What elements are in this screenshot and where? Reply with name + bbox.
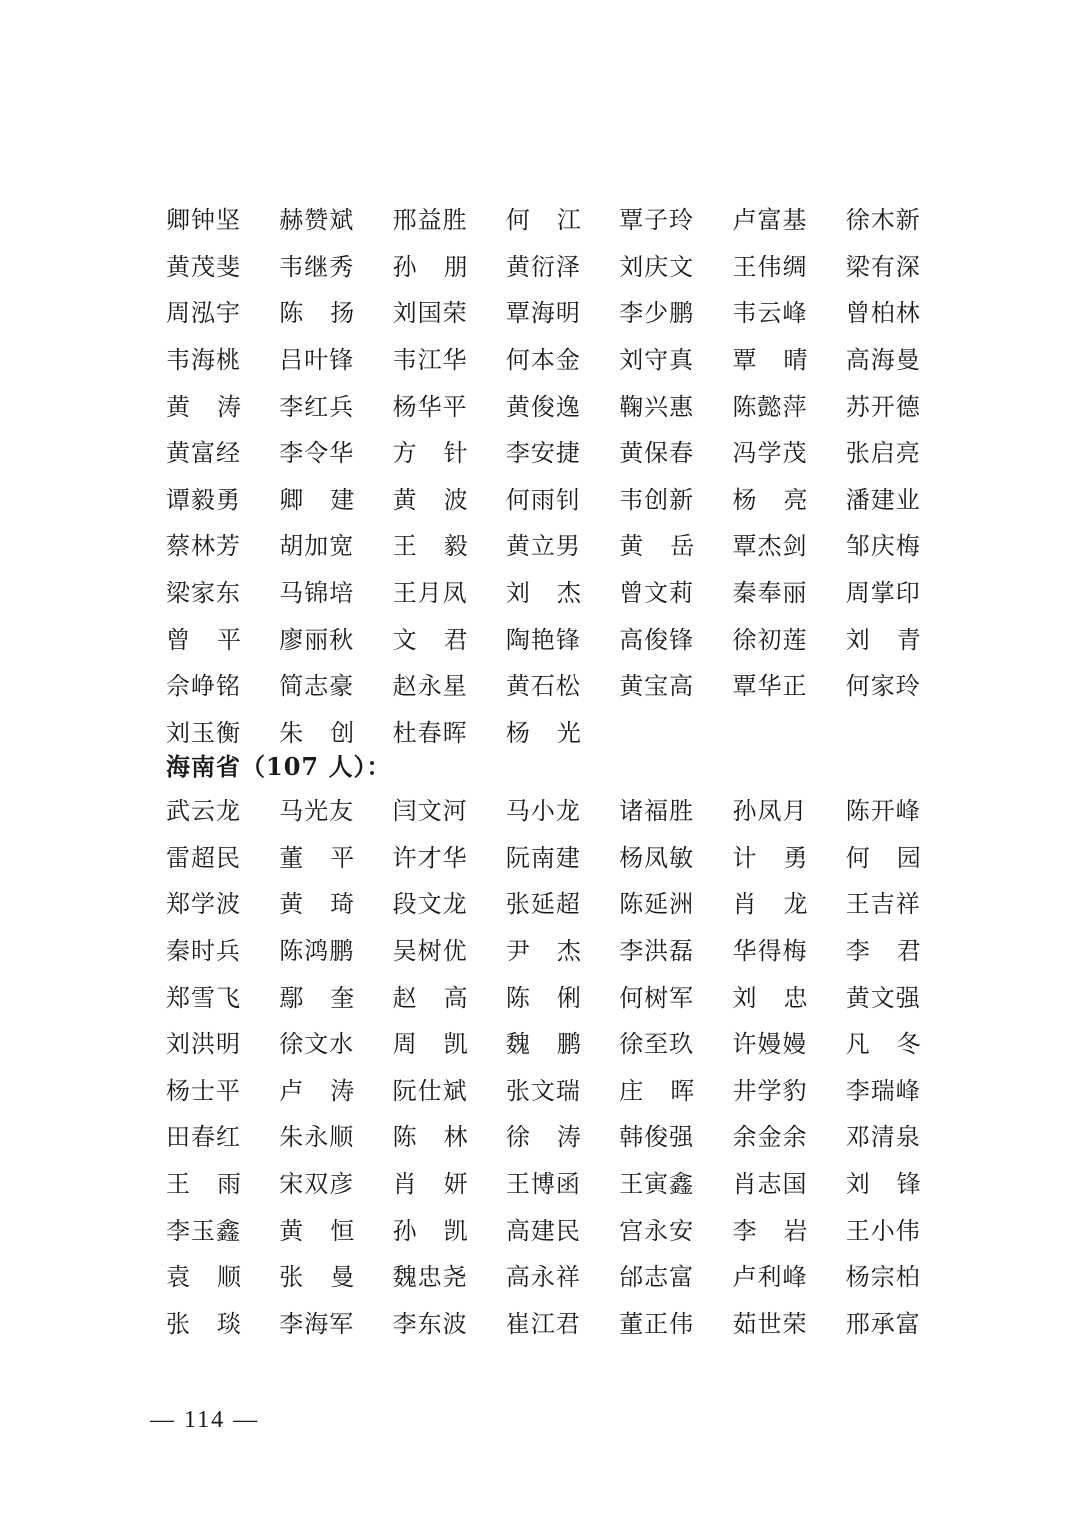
name-row <box>166 197 959 244</box>
person-name: 周泓宇 <box>166 299 241 328</box>
person-name: 黄 波 <box>392 485 469 514</box>
person-name: 吕叶锋 <box>279 346 355 375</box>
person-name: 余金余 <box>732 1123 808 1152</box>
name-row <box>166 570 959 617</box>
person-name: 魏 鹏 <box>505 1030 582 1059</box>
person-name: 邢承富 <box>845 1309 921 1338</box>
name-row <box>166 383 959 430</box>
person-name: 王小伟 <box>845 1216 921 1245</box>
person-name: 谭毅勇 <box>166 485 241 514</box>
name-row <box>166 1021 959 1068</box>
person-name: 苏开德 <box>845 392 921 421</box>
person-name: 刘 杰 <box>505 579 582 608</box>
person-name: 简志豪 <box>279 672 355 701</box>
person-name: 袁 顺 <box>166 1263 242 1292</box>
person-name: 马小龙 <box>505 797 581 826</box>
person-name: 刘 锋 <box>845 1170 922 1199</box>
person-name: 韦江华 <box>392 346 468 375</box>
person-name: 邰志富 <box>619 1263 695 1292</box>
person-name: 卿 建 <box>279 485 356 514</box>
person-name: 韦创新 <box>619 485 695 514</box>
name-row <box>166 835 959 882</box>
person-name: 闫文河 <box>392 797 468 826</box>
person-name: 卢利峰 <box>732 1263 808 1292</box>
person-name: 黄石松 <box>505 672 581 701</box>
person-name: 徐初莲 <box>732 625 808 654</box>
person-name: 黄 琦 <box>279 890 356 919</box>
name-row <box>166 974 959 1021</box>
person-name: 曾文莉 <box>619 579 695 608</box>
person-name: 华得梅 <box>732 937 808 966</box>
person-name: 刘洪明 <box>166 1030 241 1059</box>
person-name: 覃子玲 <box>619 206 695 235</box>
person-name: 宫永安 <box>619 1216 695 1245</box>
person-name: 杨 亮 <box>732 485 809 514</box>
person-name: 何树军 <box>619 983 695 1012</box>
person-name: 李海军 <box>279 1309 355 1338</box>
name-row <box>166 244 959 291</box>
person-name: 黄保春 <box>619 439 695 468</box>
person-name: 陈 扬 <box>279 299 356 328</box>
name-row <box>166 881 959 928</box>
name-row <box>166 1207 959 1254</box>
person-name: 张延超 <box>505 890 581 919</box>
person-name: 董 平 <box>279 843 356 872</box>
person-name: 马光友 <box>279 797 355 826</box>
name-row <box>166 788 959 835</box>
person-name: 李东波 <box>392 1309 468 1338</box>
person-name: 文 君 <box>392 625 469 654</box>
person-name: 韦继秀 <box>279 252 355 281</box>
person-name: 郑雪飞 <box>166 983 241 1012</box>
name-row <box>166 663 959 710</box>
person-name: 刘玉衡 <box>166 718 241 747</box>
person-name: 陶艳锋 <box>505 625 581 654</box>
person-name: 黄 岳 <box>619 532 696 561</box>
person-name: 刘庆文 <box>619 252 695 281</box>
person-name: 阮南建 <box>505 843 581 872</box>
person-name: 刘 青 <box>845 625 922 654</box>
person-name: 杨凤敏 <box>619 843 695 872</box>
person-name: 刘国荣 <box>392 299 468 328</box>
person-name: 茹世荣 <box>732 1309 808 1338</box>
person-name: 何 园 <box>845 843 922 872</box>
person-name: 周 凯 <box>392 1030 469 1059</box>
person-name: 计 勇 <box>732 843 809 872</box>
person-name: 赫赞斌 <box>279 206 355 235</box>
person-name: 黄宝高 <box>619 672 695 701</box>
person-name: 邓清泉 <box>845 1123 921 1152</box>
person-name: 张 琰 <box>166 1309 242 1338</box>
name-row <box>166 616 959 663</box>
person-name: 王伟绸 <box>732 252 808 281</box>
person-name: 黄文强 <box>845 983 921 1012</box>
name-row <box>166 1301 959 1348</box>
person-name: 王月凤 <box>392 579 468 608</box>
person-name: 邢益胜 <box>392 206 468 235</box>
person-name: 梁有深 <box>845 252 921 281</box>
person-name: 赵 高 <box>392 983 469 1012</box>
section-heading-hainan: 海南省（107 人）： <box>166 752 392 781</box>
person-name: 卢 涛 <box>279 1076 356 1105</box>
person-name: 刘 忠 <box>732 983 809 1012</box>
person-name: 秦时兵 <box>166 937 241 966</box>
person-name: 陈懿萍 <box>732 392 808 421</box>
person-name: 诸福胜 <box>619 797 695 826</box>
name-row <box>166 1161 959 1208</box>
person-name: 韩俊强 <box>619 1123 695 1152</box>
person-name: 高俊锋 <box>619 625 695 654</box>
person-name: 何雨钊 <box>505 485 581 514</box>
person-name: 李 岩 <box>732 1216 809 1245</box>
person-name: 许嫚嫚 <box>732 1030 808 1059</box>
person-name: 黄俊逸 <box>505 392 581 421</box>
name-row <box>166 1254 959 1301</box>
name-list-hainan <box>166 788 959 1347</box>
name-row <box>166 290 959 337</box>
name-row <box>166 1068 959 1115</box>
person-name: 阮仕斌 <box>392 1076 468 1105</box>
person-name: 覃华正 <box>732 672 808 701</box>
person-name: 蔡林芳 <box>166 532 241 561</box>
person-name: 黄 涛 <box>166 392 242 421</box>
person-name: 杨士平 <box>166 1076 241 1105</box>
person-name: 崔江君 <box>505 1309 581 1338</box>
person-name: 李红兵 <box>279 392 355 421</box>
person-name: 陈 俐 <box>505 983 582 1012</box>
person-name: 吴树优 <box>392 937 468 966</box>
person-name: 杨 光 <box>505 718 582 747</box>
person-name: 鞠兴惠 <box>619 392 695 421</box>
person-name: 杨宗柏 <box>845 1263 921 1292</box>
person-name: 徐 涛 <box>505 1123 582 1152</box>
person-name: 张 曼 <box>279 1263 356 1292</box>
person-name: 张文瑞 <box>505 1076 581 1105</box>
person-name: 徐至玖 <box>619 1030 695 1059</box>
person-name: 徐文水 <box>279 1030 355 1059</box>
person-name: 陈延洲 <box>619 890 695 919</box>
person-name: 卢富基 <box>732 206 808 235</box>
person-name: 鄢 奎 <box>279 983 356 1012</box>
person-name: 孙 朋 <box>392 252 469 281</box>
person-name: 黄衍泽 <box>505 252 581 281</box>
person-name: 李令华 <box>279 439 355 468</box>
person-name: 孙 凯 <box>392 1216 469 1245</box>
person-name: 李 君 <box>845 937 922 966</box>
person-name: 何 江 <box>505 206 582 235</box>
name-row <box>166 430 959 477</box>
person-name: 李安捷 <box>505 439 581 468</box>
person-name: 高建民 <box>505 1216 581 1245</box>
person-name: 田春红 <box>166 1123 241 1152</box>
name-row <box>166 1114 959 1161</box>
person-name: 曾 平 <box>166 625 242 654</box>
person-name: 邹庆梅 <box>845 532 921 561</box>
person-name: 佘峥铭 <box>166 672 241 701</box>
person-name: 王吉祥 <box>845 890 921 919</box>
person-name: 凡 冬 <box>845 1030 922 1059</box>
person-name: 王博函 <box>505 1170 581 1199</box>
person-name: 张启亮 <box>845 439 921 468</box>
person-name: 梁家东 <box>166 579 241 608</box>
page-number: — 114 — <box>150 1407 260 1433</box>
person-name: 徐木新 <box>845 206 921 235</box>
person-name: 赵永星 <box>392 672 468 701</box>
person-name: 冯学茂 <box>732 439 808 468</box>
person-name: 李洪磊 <box>619 937 695 966</box>
person-name: 韦海桃 <box>166 346 241 375</box>
person-name: 武云龙 <box>166 797 241 826</box>
person-name: 郑学波 <box>166 890 241 919</box>
person-name: 方 针 <box>392 439 469 468</box>
name-row <box>166 710 959 757</box>
person-name: 王寅鑫 <box>619 1170 695 1199</box>
person-name: 井学豹 <box>732 1076 808 1105</box>
person-name: 杨华平 <box>392 392 468 421</box>
person-name: 高永祥 <box>505 1263 581 1292</box>
person-name: 雷超民 <box>166 843 241 872</box>
person-name: 陈 林 <box>392 1123 469 1152</box>
person-name: 覃 晴 <box>732 346 809 375</box>
person-name: 马锦培 <box>279 579 355 608</box>
person-name: 魏忠尧 <box>392 1263 468 1292</box>
person-name: 黄立男 <box>505 532 581 561</box>
name-list-previous-province <box>166 197 959 756</box>
name-row <box>166 477 959 524</box>
person-name: 黄富经 <box>166 439 241 468</box>
person-name: 庄 晖 <box>619 1076 696 1105</box>
person-name: 黄 恒 <box>279 1216 356 1245</box>
person-name: 肖 龙 <box>732 890 809 919</box>
person-name: 曾柏林 <box>845 299 921 328</box>
person-name: 周掌印 <box>845 579 921 608</box>
person-name: 李玉鑫 <box>166 1216 241 1245</box>
person-name: 孙凤月 <box>732 797 808 826</box>
person-name: 王 毅 <box>392 532 469 561</box>
name-row <box>166 337 959 384</box>
person-name: 秦奉丽 <box>732 579 808 608</box>
person-name: 覃杰剑 <box>732 532 808 561</box>
person-name: 韦云峰 <box>732 299 808 328</box>
person-name: 宋双彦 <box>279 1170 355 1199</box>
person-name: 刘守真 <box>619 346 695 375</box>
person-name: 王 雨 <box>166 1170 242 1199</box>
person-name: 肖志国 <box>732 1170 808 1199</box>
person-name: 杜春晖 <box>392 718 468 747</box>
person-name: 卿钟坚 <box>166 206 241 235</box>
person-name: 覃海明 <box>505 299 581 328</box>
person-name: 段文龙 <box>392 890 468 919</box>
person-name: 尹 杰 <box>505 937 582 966</box>
person-name: 朱 创 <box>279 718 356 747</box>
person-name: 潘建业 <box>845 485 921 514</box>
name-row <box>166 928 959 975</box>
name-row <box>166 523 959 570</box>
person-name: 陈鸿鹏 <box>279 937 355 966</box>
person-name: 董正伟 <box>619 1309 695 1338</box>
person-name: 何本金 <box>505 346 581 375</box>
person-name: 高海曼 <box>845 346 921 375</box>
person-name: 朱永顺 <box>279 1123 355 1152</box>
person-name: 肖 妍 <box>392 1170 469 1199</box>
person-name: 李少鹏 <box>619 299 695 328</box>
person-name: 何家玲 <box>845 672 921 701</box>
person-name: 陈开峰 <box>845 797 921 826</box>
person-name: 廖丽秋 <box>279 625 355 654</box>
person-name: 胡加宽 <box>279 532 355 561</box>
person-name: 黄茂斐 <box>166 252 241 281</box>
person-name: 许才华 <box>392 843 468 872</box>
person-name: 李瑞峰 <box>845 1076 921 1105</box>
